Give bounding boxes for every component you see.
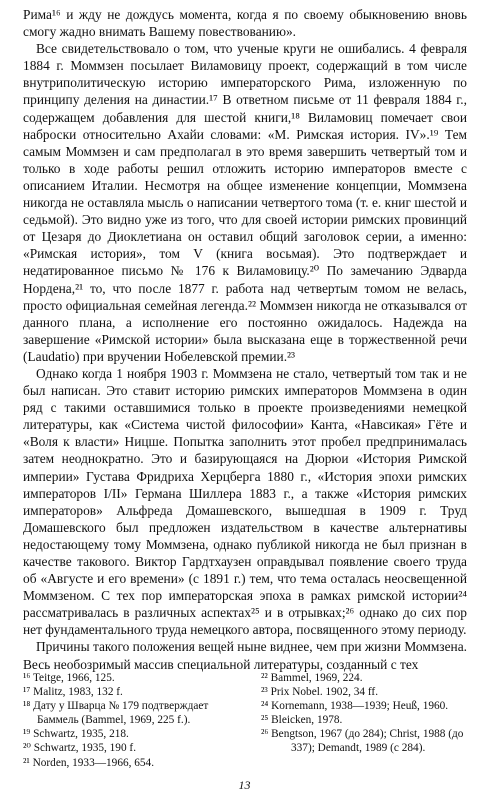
footnote: ²⁶ Bengtson, 1967 (до 284); Christ, 1988 (до 337); Demandt, 1989 (с 284). — [261, 728, 464, 755]
footnote: ¹⁷ Malitz, 1983, 132 f. — [23, 686, 123, 699]
footnote: ²² Bammel, 1969, 224. — [261, 672, 363, 684]
footnote: ²¹ Norden, 1933—1966, 654. — [23, 756, 155, 769]
paragraph: Однако когда 1 ноября 1903 г. Моммзена не стало, четвертый том так и не был написан. Это ставит историю римских императоров Моммзена в один ряд с такими оставшимися только в проекте произведениями немецкой литературы, как «Система чистой философии» Канта, «Навсикая» Гёте и «Воля к власти» Ницше. Попытка заполнить этот пробел предпринималась затем неоднократно. Это и базирующаяся на Дюрюи «История Римской империи» Густава Фридриха Херцберга 1880 г., «История эпохи римских императоров I/II» Германа Шиллера 1883 г., а также «История римских императоров» Альфреда Домашевского, вышедшая в 1909 г. Труд Домашевского был предложен издательством в качестве альтернативы недостающему тому Моммзена, однако публикой никогда не был признан в качестве такового. Виктор Гардтхаузен оправдывал появление своего труда об «Августе и его времени» (с 1891 г.) тем, что тема осталась неосвещенной Моммзеном. С тех пор императорская эпоха в рамках римской истории²⁴ рассматривалась в различных аспектах²⁵ и в отрывках;²⁶ однако до сих пор нет фундаментального труда немецкого автора, посвященного этому периоду. — [23, 365, 467, 638]
footnote: ²⁴ Kornemann, 1938—1939; Heuß, 1960. — [261, 700, 449, 713]
paragraph: Все свидетельствовало о том, что ученые круги не ошибались. 4 февраля 1884 г. Моммзен посылает Виламовицу проект, содержащий в том числе внутриполитическую историю императорского Рима, изложенную по принципу деления на династии.¹⁷ В ответном письме от 11 февраля 1884 г., содержащем добавления для шестой книги,¹⁸ Виламовиц помечает свои наброски относительно Ахайи словами: «M. Римская история. IV».¹⁹ Тем самым Моммзен и сам предполагал в это время завершить четвертый том и только в ходе работы решил отложить историю императоров вместе с описанием Италии. Несмотря на общее изменение концепции, Моммзена никогда не оставляла мысль о написании четвертого тома (т. е. книг шестой и седьмой). Это видно уже из того, что для своей истории римских провинций от Цезаря до Диоклетиана он оставил общий заголовок серии, а именно: «Римская история», том V (книга восьмая). Это подтверждает и недатированное письмо № 176 к Виламовицу.²⁰ По замечанию Эдварда Нордена,²¹ то, что после 1877 г. работа над четвертым томом не велась, просто официальная семейная легенда.²² Моммзен никогда не отказывался от данного плана, а исполнение его постоянно ожидалось. Надежда на завершение «Римской истории» была высказана еще в торжественной речи (Laudatio) при вручении Нобелевской премии.²³ — [23, 41, 467, 364]
paragraph: Рима¹⁶ и жду не дождусь момента, когда я по своему обыкновению вновь смогу жадно внимать Вашему повествованию». — [23, 7, 467, 40]
footnote: ¹⁹ Schwartz, 1935, 218. — [23, 728, 129, 741]
page-number: 13 — [238, 778, 251, 792]
footnote: ²⁵ Bleicken, 1978. — [261, 714, 343, 727]
footnotes-right-column — [261, 671, 467, 770]
main-text — [23, 6, 467, 673]
paragraph: Причины такого положения вещей ныне виднее, чем при жизни Моммзена. Весь необозримый массив специальной литературы, созданный с тех — [23, 639, 467, 672]
footnotes — [23, 671, 467, 770]
footnote: ¹⁸ Дату у Шварца № 179 подтверждает Баммель (Bammel, 1969, 225 f.). — [23, 700, 209, 727]
footnotes-left-column — [23, 671, 231, 770]
footnote: ¹⁶ Teitge, 1966, 125. — [23, 672, 115, 684]
footnote: ²⁰ Schwartz, 1935, 190 f. — [23, 742, 137, 755]
footnote: ²³ Prix Nobel. 1902, 34 ff. — [261, 686, 379, 699]
